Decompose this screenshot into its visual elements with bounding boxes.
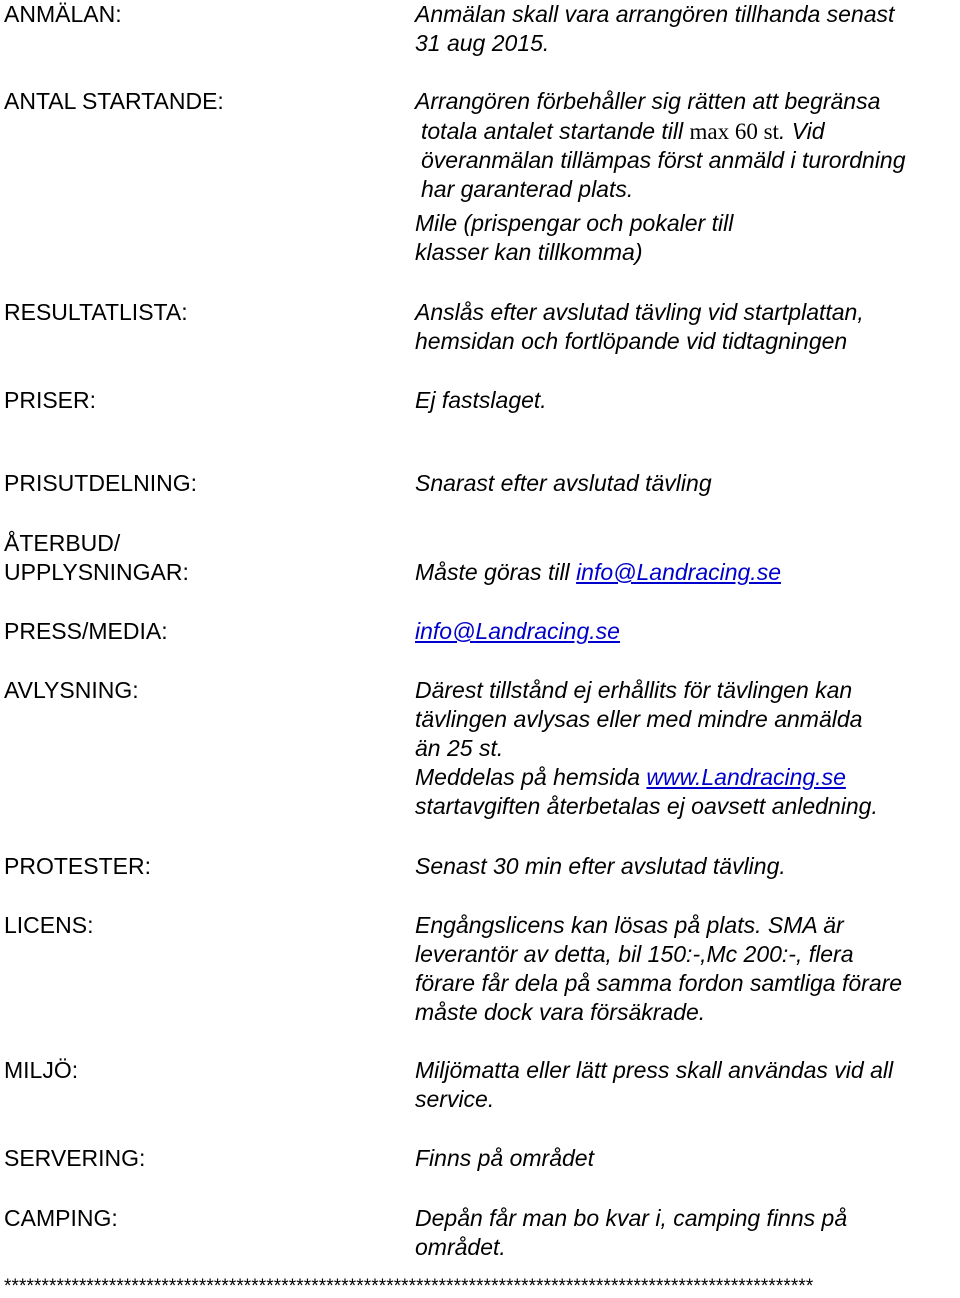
text-avlysning-line-3: än 25 st. bbox=[415, 735, 504, 761]
label-protester: PROTESTER: bbox=[4, 853, 151, 879]
text-miljo-line-2: service. bbox=[415, 1086, 495, 1112]
text-priser: Ej fastslaget. bbox=[415, 387, 547, 413]
label-anmalan: ANMÄLAN: bbox=[4, 1, 122, 27]
text-licens-line-1: Engångslicens kan lösas på plats. SMA är bbox=[415, 912, 844, 938]
text-anmalan-line-2: 31 aug 2015. bbox=[415, 30, 550, 56]
label-antal-startande: ANTAL STARTANDE: bbox=[4, 88, 224, 114]
text-antal-line-2-post: . Vid bbox=[778, 118, 825, 144]
text-miljo-line-1: Miljömatta eller lätt press skall användas vid all bbox=[415, 1057, 894, 1083]
text-licens-line-3: förare får dela på samma fordon samtliga förare bbox=[415, 970, 903, 996]
text-avlysning-line-2: tävlingen avlysas eller med mindre anmälda bbox=[415, 706, 863, 732]
asterisk-divider: ************************************************************************************************************ bbox=[4, 1276, 814, 1297]
email-link-press[interactable]: info@Landracing.se bbox=[415, 618, 620, 644]
text-antal-line-4: har garanterad plats. bbox=[421, 176, 634, 202]
label-resultatlista: RESULTATLISTA: bbox=[4, 299, 188, 325]
label-servering: SERVERING: bbox=[4, 1145, 146, 1171]
text-anmalan-line-1: Anmälan skall vara arrangören tillhanda senast bbox=[415, 1, 895, 27]
text-avlysning-line-1: Därest tillstånd ej erhållits för tävlingen kan bbox=[415, 677, 853, 703]
text-avlysning-line-5: startavgiften återbetalas ej oavsett anledning. bbox=[415, 793, 878, 819]
text-aterbud-pre: Måste göras till bbox=[415, 559, 577, 585]
text-licens-line-4: måste dock vara försäkrade. bbox=[415, 999, 706, 1025]
text-protester: Senast 30 min efter avslutad tävling. bbox=[415, 853, 786, 879]
website-link[interactable]: www.Landracing.se bbox=[646, 764, 846, 790]
text-resultat-line-2: hemsidan och fortlöpande vid tidtagningen bbox=[415, 328, 848, 354]
text-antal-line-2-pre: totala antalet startande till bbox=[421, 118, 690, 144]
label-licens: LICENS: bbox=[4, 912, 94, 938]
text-antal-line-6: klasser kan tillkomma) bbox=[415, 239, 643, 265]
text-prisutdelning: Snarast efter avslutad tävling bbox=[415, 470, 712, 496]
label-upplysningar: UPPLYSNINGAR: bbox=[4, 559, 189, 585]
text-avlysning-line-4-pre: Meddelas på hemsida bbox=[415, 764, 647, 790]
label-aterbud: ÅTERBUD/ bbox=[4, 530, 121, 556]
text-press bbox=[415, 617, 620, 646]
label-avlysning: AVLYSNING: bbox=[4, 677, 139, 703]
label-priser: PRISER: bbox=[4, 387, 97, 413]
text-antal-max: max 60 st bbox=[689, 119, 779, 144]
email-link-aterbud[interactable]: info@Landracing.se bbox=[576, 559, 781, 585]
text-camping-line-1: Depån får man bo kvar i, camping finns på bbox=[415, 1205, 848, 1231]
text-camping-line-2: området. bbox=[415, 1234, 506, 1260]
label-camping: CAMPING: bbox=[4, 1205, 118, 1231]
text-aterbud bbox=[415, 558, 781, 587]
text-antal-line-3: överanmälan tillämpas först anmäld i turordning bbox=[421, 147, 906, 173]
label-press-media: PRESS/MEDIA: bbox=[4, 618, 168, 644]
text-resultat-line-1: Anslås efter avslutad tävling vid startplattan, bbox=[415, 299, 864, 325]
text-antal-line-5: Mile (prispengar och pokaler till bbox=[415, 210, 734, 236]
label-prisutdelning: PRISUTDELNING: bbox=[4, 470, 197, 496]
text-avlysning-line-4 bbox=[415, 763, 846, 792]
text-licens-line-2: leverantör av detta, bil 150:-,Mc 200:-, flera bbox=[415, 941, 854, 967]
text-servering: Finns på området bbox=[415, 1145, 594, 1171]
text-antal-line-1: Arrangören förbehåller sig rätten att begränsa bbox=[415, 88, 881, 114]
label-miljo: MILJÖ: bbox=[4, 1057, 79, 1083]
text-antal-line-2 bbox=[421, 117, 825, 146]
